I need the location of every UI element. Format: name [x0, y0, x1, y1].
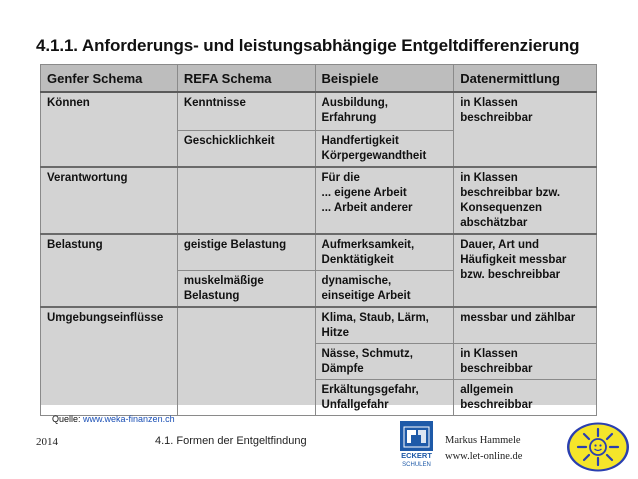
cell-text: Belastung	[47, 238, 103, 251]
footer-year: 2014	[36, 436, 58, 448]
cell-text: bzw. beschreibbar	[460, 268, 561, 281]
table-row	[41, 307, 597, 344]
cell-text: Belastung	[183, 289, 240, 302]
table-row	[41, 167, 597, 234]
cell-text: abschätzbar	[460, 216, 528, 229]
cell-text: Klima, Staub, Lärm,	[321, 311, 429, 324]
cell-beispiel	[315, 307, 454, 344]
header-datenermittlung: Datenermittlung	[454, 65, 597, 93]
cell-text: Erfahrung	[321, 112, 377, 124]
cell-text: Denktätigkeit	[321, 253, 394, 266]
cell-text: Aufmerksamkeit,	[321, 238, 415, 251]
cell-text: Häufigkeit messbar	[460, 253, 567, 266]
cell-genfer-verantwortung	[41, 167, 178, 234]
cell-text: Dämpfe	[321, 362, 364, 375]
cell-beispiel	[315, 379, 454, 415]
eckert-logo-icon	[394, 421, 439, 467]
table-header-row	[41, 65, 597, 93]
cell-text: ... Arbeit anderer	[321, 201, 413, 214]
cell-text: Dauer, Art und	[460, 238, 540, 251]
cell-text: Konsequenzen	[460, 201, 543, 214]
eckert-logo-text: ECKERT	[401, 451, 432, 460]
cell-daten	[454, 234, 597, 307]
cell-text: Handfertigkeit	[321, 134, 399, 147]
cell-refa-muskel	[177, 270, 315, 307]
header-genfer-schema: Genfer Schema	[41, 65, 178, 93]
author-website: www.let-online.de	[445, 451, 523, 462]
cell-text: beschreibbar	[460, 112, 533, 124]
cell-text: allgemein	[460, 383, 514, 396]
header-refa-schema: REFA Schema	[177, 65, 315, 93]
cell-genfer-belastung	[41, 234, 178, 307]
cell-text: messbar und zählbar	[460, 311, 576, 324]
cell-text: dynamische,	[321, 274, 392, 287]
cell-text: Umgebungseinflüsse	[47, 311, 164, 324]
cell-text: Hitze	[321, 326, 349, 339]
cell-text: Können	[47, 97, 90, 109]
cell-text: einseitige Arbeit	[321, 289, 411, 302]
cell-text: Nässe, Schmutz,	[321, 347, 413, 360]
schema-table	[40, 64, 597, 416]
cell-text: Verantwortung	[47, 171, 128, 184]
cell-refa-geschicklichkeit	[177, 130, 315, 167]
footer-section: 4.1. Formen der Entgeltfindung	[155, 435, 307, 447]
cell-genfer-umgebung	[41, 307, 178, 416]
cell-refa-kenntnisse	[177, 92, 315, 130]
table-row	[41, 92, 597, 130]
cell-daten	[454, 343, 597, 379]
author-name: Markus Hammele	[445, 435, 521, 446]
cell-text: beschreibbar	[460, 362, 533, 375]
cell-text: in Klassen	[460, 97, 518, 109]
cell-text: Unfallgefahr	[321, 398, 389, 411]
source-label: Quelle:	[52, 414, 84, 424]
cell-text: muskelmäßige	[183, 274, 264, 287]
cell-text: in Klassen	[460, 347, 518, 360]
cell-text: Für die	[321, 171, 360, 184]
schulen-logo-text: SCHULEN	[402, 462, 431, 467]
cell-text: in Klassen	[460, 171, 518, 184]
cell-text: beschreibbar bzw.	[460, 186, 561, 199]
cell-daten	[454, 167, 597, 234]
cell-daten	[454, 92, 597, 167]
cell-beispiel	[315, 130, 454, 167]
author-block	[445, 433, 522, 465]
cell-text: geistige Belastung	[183, 238, 287, 251]
cell-refa-empty	[177, 307, 315, 416]
cell-beispiel	[315, 234, 454, 271]
cell-daten	[454, 379, 597, 415]
page-title: 4.1.1. Anforderungs- und leistungsabhängige Entgeltdifferenzierung	[36, 36, 580, 55]
cell-daten	[454, 307, 597, 344]
schema-table-container	[40, 64, 597, 411]
sun-logo-icon	[565, 421, 631, 473]
cell-text: Erkältungsgefahr,	[321, 383, 419, 396]
header-beispiele: Beispiele	[315, 65, 454, 93]
table-row	[41, 234, 597, 271]
cell-refa-empty	[177, 167, 315, 234]
cell-beispiel	[315, 92, 454, 130]
source-link[interactable]: www.weka-finanzen.ch	[83, 414, 175, 424]
cell-text: Ausbildung,	[321, 97, 388, 109]
cell-text: beschreibbar	[460, 398, 533, 411]
cell-genfer-koennen	[41, 92, 178, 167]
cell-beispiel	[315, 167, 454, 234]
cell-text: Geschicklichkeit	[183, 134, 275, 147]
cell-beispiel	[315, 343, 454, 379]
cell-text: Kenntnisse	[183, 97, 246, 109]
cell-beispiel	[315, 270, 454, 307]
cell-text: ... eigene Arbeit	[321, 186, 407, 199]
cell-text: Körpergewandtheit	[321, 149, 427, 162]
cell-refa-geistige	[177, 234, 315, 271]
source-note	[52, 414, 175, 424]
